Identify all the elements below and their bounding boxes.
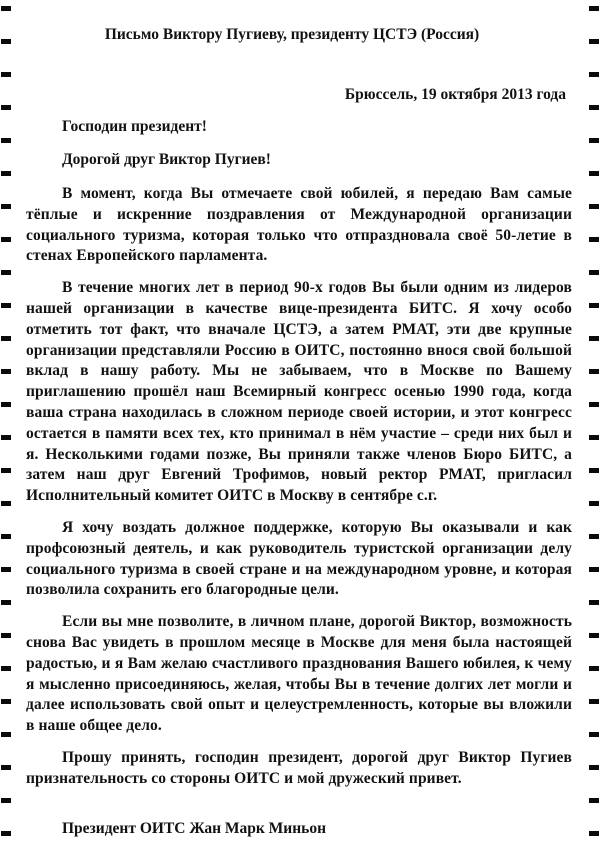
scan-perforation-marks-left <box>1 0 11 854</box>
letter-dateline: Брюссель, 19 октября 2013 года <box>344 86 566 103</box>
letter-paragraph-congratulations: В момент, когда Вы отмечаете свой юбилей, я передаю Вам самые тёплые и искренние поздравления от Международной организации социального туризма, которая только что отпраздновала своё 50-летие в стенах Европейского парламента. <box>26 185 572 265</box>
letter-title: Письмо Виктору Пугиеву, президенту ЦСТЭ (Россия) <box>104 26 480 43</box>
letter-salutation-president: Господин президент! <box>62 118 207 135</box>
letter-paragraph-tribute: Я хочу воздать должное поддержке, которую Вы оказывали и как профсоюзный деятель, и как руководитель туристской организации делу социального туризма в своей стране и на международном уровне, и которая позволила сохранить его благородные цели. <box>26 518 572 599</box>
letter-paragraph-history: В течение многих лет в период 90-х годов Вы были одним из лидеров нашей организации в качестве вице-президента БИТС. Я хочу особо отметить тот факт, что вначале ЦСТЭ, а затем РМАТ, эти две крупные организации представляли Россию в ОИТС, постоянно внося свой большой вклад в нашу работу. Мы не забываем, что в Москве по Вашему приглашению прошёл наш Всемирный конгресс осенью 1990 года, когда ваша страна находилась в сложном периоде своей истории, и этот конгресс остается в памяти всех тех, кто принимал в нём участие – среди них был и я. Несколькими годами позже, Вы приняли также членов Бюро БИТС, а затем наш друг Евгений Трофимов, новый ректор РМАТ, пригласил Исполнительный комитет ОИТС в Москву в сентябре с.г. <box>26 279 572 505</box>
scan-perforation-marks-right <box>589 0 599 854</box>
letter-salutation-friend: Дорогой друг Виктор Пугиев! <box>62 151 271 168</box>
letter-paragraph-personal: Если вы мне позволите, в личном плане, дорогой Виктор, возможность снова Вас увидеть в прошлом месяце в Москве для меня была настоящей радостью, и я Вам желаю счастливого празднования Вашего юбилея, к чему я мысленно присоединяюсь, желая, чтобы Вы в течение долгих лет могли и далее использовать свой опыт и целеустремленность, которые вы вложили в наше общее дело. <box>26 613 572 735</box>
letter-signature: Президент ОИТС Жан Марк Миньон <box>62 819 327 837</box>
letter-paragraph-closing: Прошу принять, господин президент, дорогой друг Виктор Пугиев признательность со стороны ОИТС и мой дружеский привет. <box>26 748 572 787</box>
